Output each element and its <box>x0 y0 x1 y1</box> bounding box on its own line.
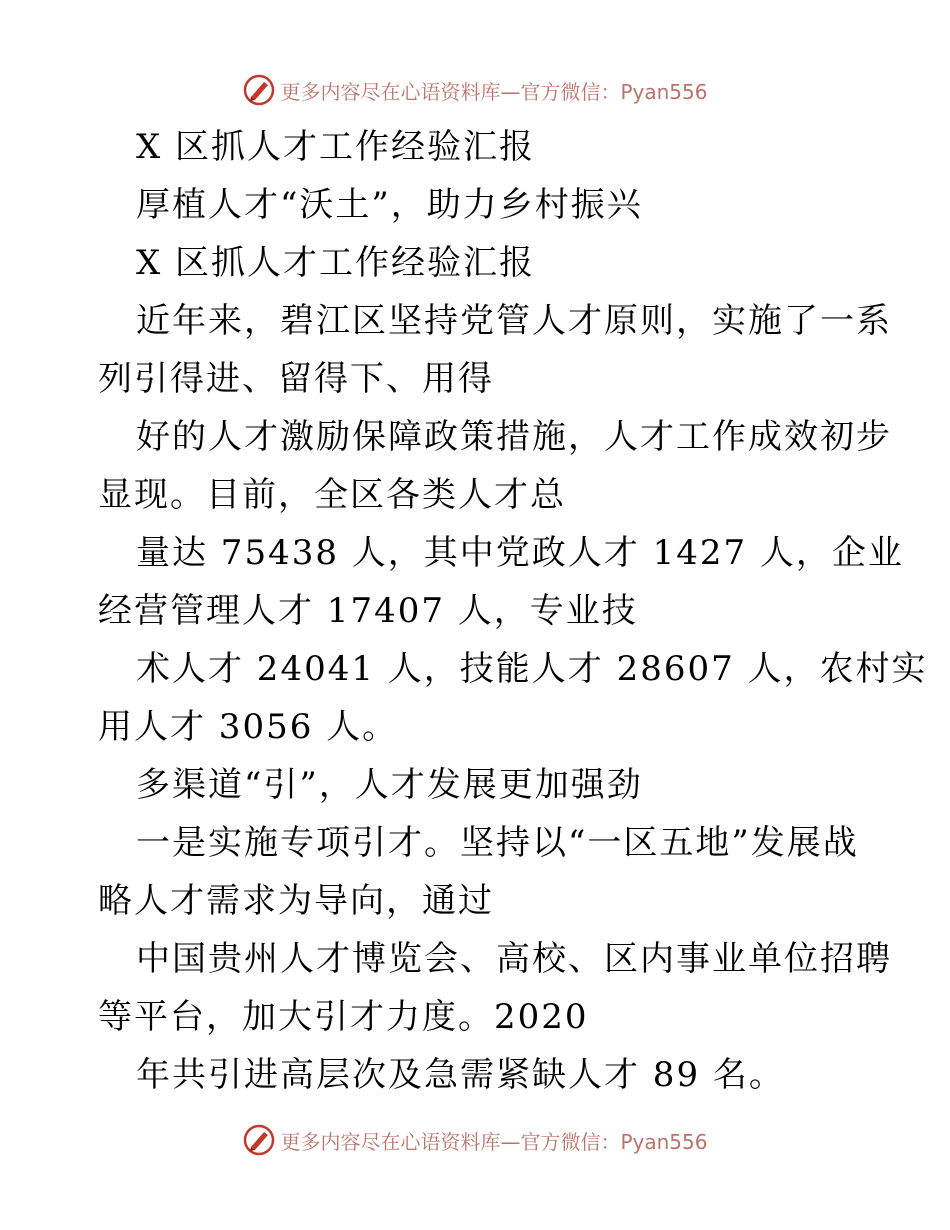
pen-logo-icon <box>242 1123 276 1157</box>
pen-logo-icon <box>242 73 276 107</box>
paragraph-line: 年共引进高层次及急需紧缺人才 89 名。 <box>136 1055 785 1095</box>
paragraph-line: 量达 75438 人，其中党政人才 1427 人，企业 <box>136 533 904 573</box>
paragraph-line: 略人才需求为导向，通过 <box>98 881 494 921</box>
paragraph-line: 显现。目前，全区各类人才总 <box>98 475 566 515</box>
paragraph-line: 列引得进、留得下、用得 <box>98 359 494 399</box>
doc-title: X 区抓人才工作经验汇报 <box>136 127 536 167</box>
footer-watermark-banner <box>0 1120 950 1160</box>
paragraph-line: 中国贵州人才博览会、高校、区内事业单位招聘 <box>136 939 892 979</box>
paragraph-line: 一是实施专项引才。坚持以“一区五地”发展战 <box>136 823 859 863</box>
header-watermark-text: 更多内容尽在心语资料库—官方微信：Pyan556 <box>280 79 708 104</box>
doc-subtitle: 厚植人才“沃土”，助力乡村振兴 <box>136 185 643 225</box>
paragraph-line: 用人才 3056 人。 <box>98 707 399 747</box>
paragraph-line: 术人才 24041 人，技能人才 28607 人，农村实 <box>136 649 928 689</box>
paragraph-line: 等平台，加大引才力度。2020 <box>98 997 589 1037</box>
header-watermark-banner <box>0 70 950 110</box>
footer-watermark-text: 更多内容尽在心语资料库—官方微信：Pyan556 <box>280 1129 708 1154</box>
section-heading: 多渠道“引”，人才发展更加强劲 <box>136 765 643 805</box>
paragraph-line: 经营管理人才 17407 人，专业技 <box>98 591 638 631</box>
paragraph-line: 好的人才激励保障政策措施，人才工作成效初步 <box>136 417 892 457</box>
doc-title-repeat: X 区抓人才工作经验汇报 <box>136 243 536 283</box>
paragraph-line: 近年来，碧江区坚持党管人才原则，实施了一系 <box>136 301 892 341</box>
